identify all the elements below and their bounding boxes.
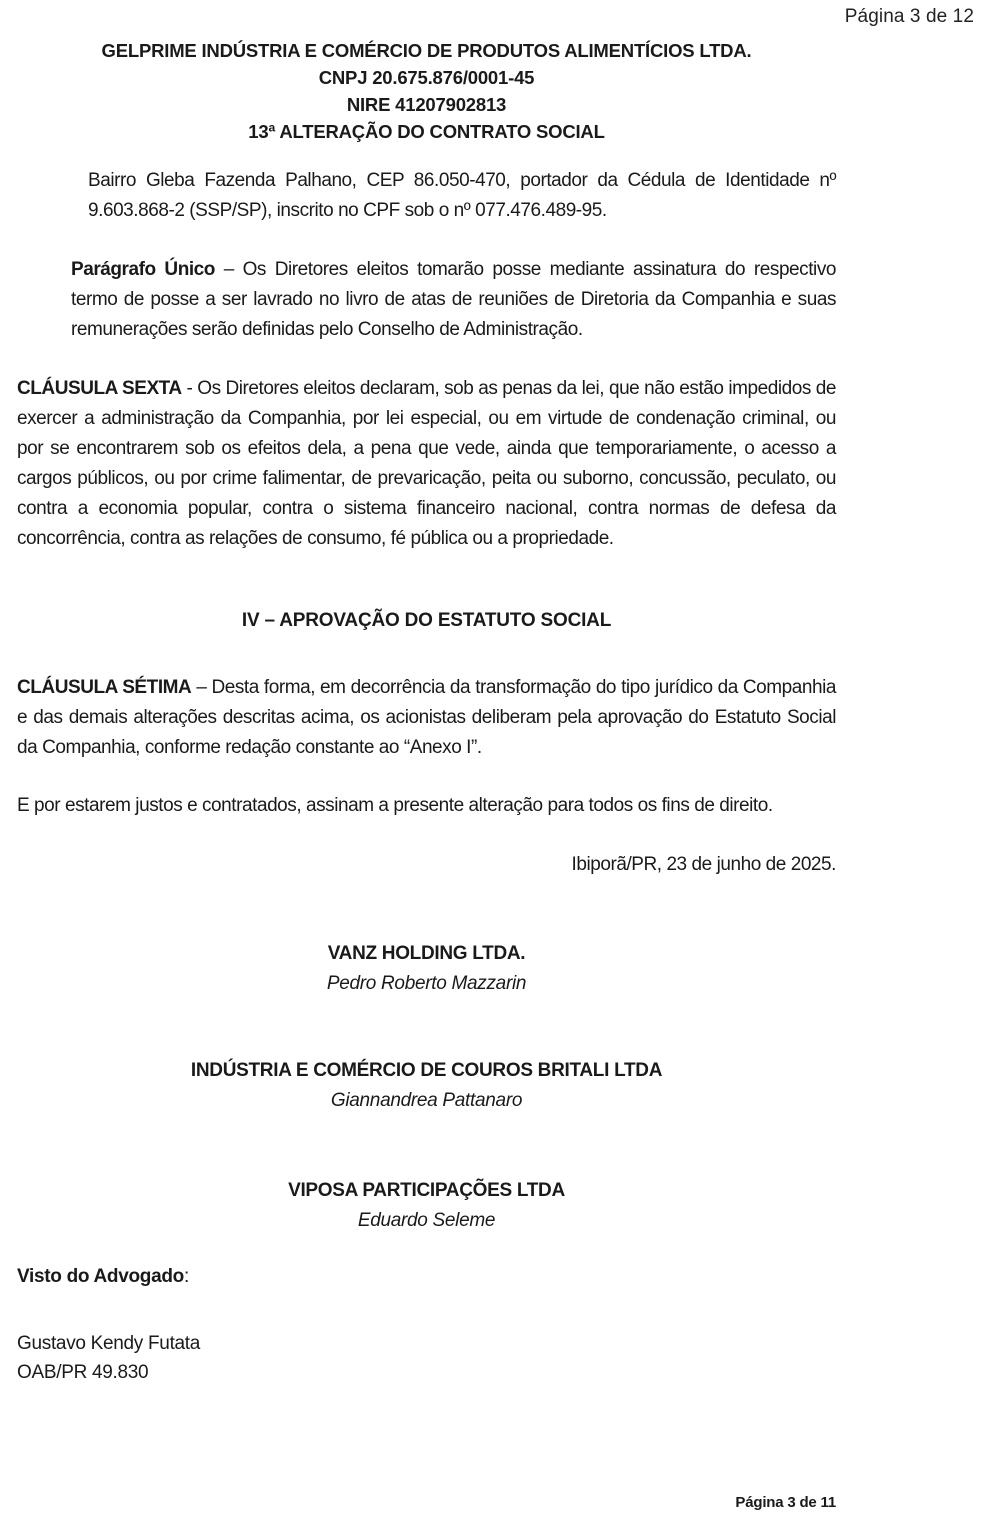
cnpj-line: CNPJ 20.675.876/0001-45 (318, 67, 535, 88)
dateline: Ibiporã/PR, 23 de junho de 2025. (571, 854, 836, 875)
lawyer-block (17, 1329, 200, 1387)
page-header-pagination: Página 3 de 12 (844, 6, 974, 27)
lawyer-oab: OAB/PR 49.830 (17, 1362, 149, 1383)
lawyer-visto-line (17, 1266, 189, 1288)
signature-company: INDÚSTRIA E COMÉRCIO DE COUROS BRITALI LTDA (190, 1060, 663, 1081)
signature-name: Eduardo Seleme (357, 1210, 496, 1231)
paragrafo-unico-text: – Os Diretores eleitos tomarão posse mediante assinatura do respectivo termo de posse a ser lavrado no livro de atas de reuniões de Diretoria da Companhia e suas remunerações serão definidas pelo Conselho de Administração. (71, 259, 836, 340)
signature-block (17, 1056, 836, 1116)
signature-company: VIPOSA PARTICIPAÇÕES LTDA (288, 1180, 565, 1201)
company-title: GELPRIME INDÚSTRIA E COMÉRCIO DE PRODUTOS ALIMENTÍCIOS LTDA. (101, 40, 752, 61)
closing-paragraph: E por estarem justos e contratados, assinam a presente alteração para todos os fins de direito. (17, 795, 773, 816)
lawyer-name: Gustavo Kendy Futata (17, 1333, 201, 1354)
clausula-sexta-text: - Os Diretores eleitos declaram, sob as penas da lei, que não estão impedidos de exercer a administração da Companhia, por lei especial, ou em virtude de condenação criminal, ou por se encontrarem sob os efeitos dela, a pena que vede, ainda que temporariamente, o acesso a cargos públicos, ou por crime falimentar, de prevaricação, peita ou suborno, concussão, peculato, ou contra a economia popular, contra o sistema financeiro nacional, contra normas de defesa da concorrência, contra as relações de consumo, fé pública ou a propriedade. (17, 378, 836, 549)
nire-line: NIRE 41207902813 (346, 94, 507, 115)
section-heading-iv: IV – APROVAÇÃO DO ESTATUTO SOCIAL (241, 610, 612, 631)
amendment-title: 13ª ALTERAÇÃO DO CONTRATO SOCIAL (248, 121, 605, 142)
signature-block (17, 1176, 836, 1236)
page-footer-pagination: Página 3 de 11 (735, 1494, 836, 1511)
signature-name: Giannandrea Pattanaro (330, 1090, 523, 1111)
clausula-setima-label: CLÁUSULA SÉTIMA (17, 677, 192, 698)
visto-label: Visto do Advogado (17, 1266, 184, 1287)
clausula-setima-paragraph (17, 673, 836, 763)
signature-block (17, 939, 836, 999)
intro-paragraph: Bairro Gleba Fazenda Palhano, CEP 86.050-470, portador da Cédula de Identidade nº 9.603.868-2 (SSP/SP), inscrito no CPF sob o nº 077.476.489-95. (88, 170, 836, 221)
document-title-block (17, 37, 836, 145)
clausula-sexta-paragraph (17, 374, 836, 554)
clausula-sexta-label: CLÁUSULA SEXTA (17, 378, 182, 399)
signature-name: Pedro Roberto Mazzarin (326, 973, 527, 994)
clausula-setima-text: – Desta forma, em decorrência da transformação do tipo jurídico da Companhia e das demais alterações descritas acima, os acionistas deliberam pela aprovação do Estatuto Social da Companhia, conforme redação constante ao “Anexo I”. (17, 677, 836, 758)
signature-company: VANZ HOLDING LTDA. (327, 943, 526, 964)
visto-colon: : (183, 1266, 189, 1287)
paragrafo-unico (71, 255, 836, 345)
paragrafo-unico-label: Parágrafo Único (71, 259, 215, 280)
